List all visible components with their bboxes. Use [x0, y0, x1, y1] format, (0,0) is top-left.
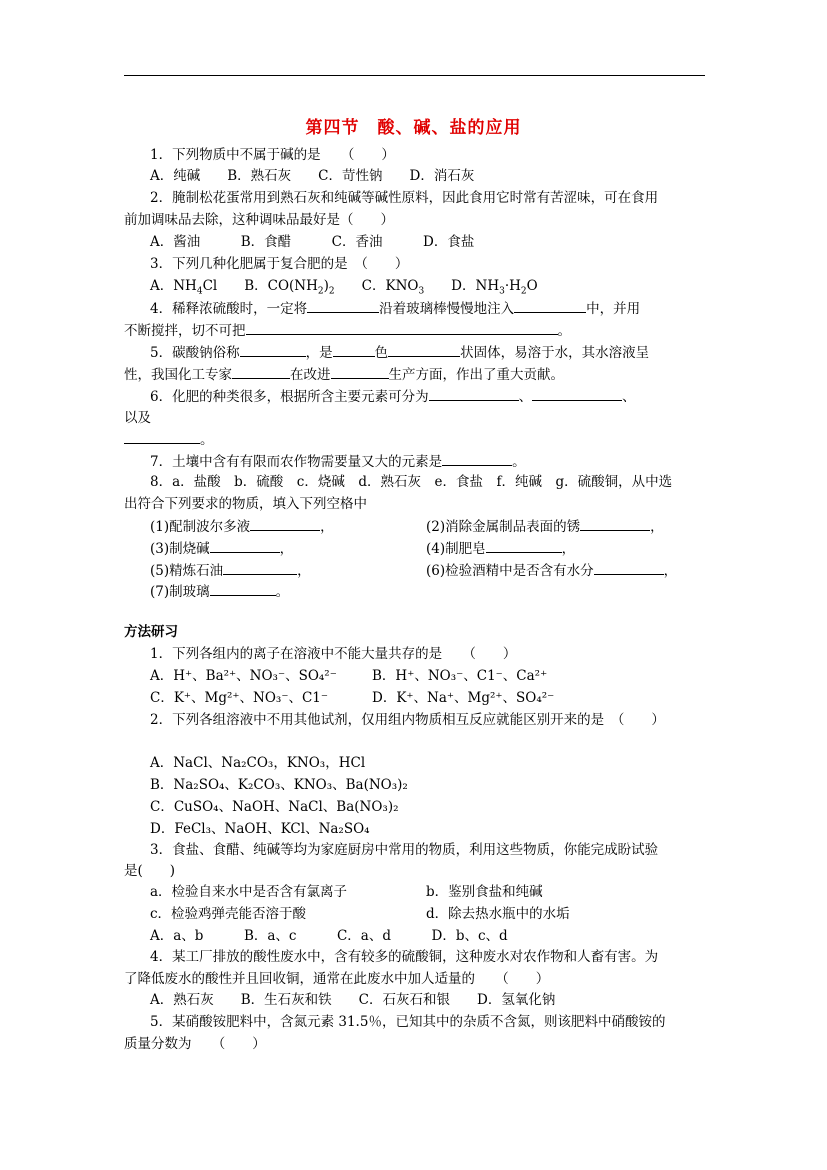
q5-line2: [124, 364, 564, 385]
q8-item-label: (1)配制波尔多液: [150, 519, 251, 535]
q5-text: 性，我国化工专家: [124, 367, 232, 383]
answer-blank[interactable]: [246, 320, 558, 335]
q8-line2: 出符合下列要求的物质，填入下列空格中: [124, 496, 367, 512]
q4-text: 中，并用: [586, 301, 641, 317]
comma: ，: [297, 563, 311, 579]
m5-line2: 质量分数为 （ ）: [124, 1036, 266, 1052]
q8-item-label: (6)检验酒精中是否含有水分: [426, 563, 594, 579]
comma: ，: [650, 519, 664, 535]
m2-option-a: A．NaCl、Na₂CO₃，KNO₃，HCl: [150, 755, 366, 771]
q5-text: 色: [374, 345, 389, 361]
sub: 2: [520, 286, 527, 297]
m1-option-a: A．H⁺、Ba²⁺、NO₃⁻、SO₄²⁻: [150, 668, 337, 684]
q5-text: 生产方面，作出了重大贡献。: [388, 367, 564, 383]
q7: [150, 451, 526, 472]
q8-item: [150, 560, 311, 581]
q1: 1．下列物质中不属于碱的是 （ ）: [150, 147, 395, 163]
answer-blank[interactable]: [250, 516, 320, 531]
q6-text: 、: [518, 389, 533, 405]
m2-option-d: D．FeCl₃、NaOH、KCl、Na₂SO₄: [150, 821, 370, 837]
q4-line1: [150, 298, 640, 319]
m2: 2．下列各组溶液中不用其他试剂，仅用组内物质相互反应就能区别开来的是 （ ）: [150, 712, 665, 728]
m3-options: A．a、b B．a、c C．a、d D．b、c、d: [150, 928, 508, 944]
q8-line1: 8．a．盐酸 b．硫酸 c．烧碱 d．熟石灰 e．食盐 f．纯碱 g．硫酸铜，从中选: [150, 474, 673, 490]
q2-options: A．酱油 B．食醋 C．香油 D．食盐: [150, 234, 475, 250]
comma: ，: [561, 541, 576, 557]
m1-option-c: C．K⁺、Mg²⁺、NO₃⁻、C1⁻: [150, 690, 329, 706]
q3-text: C．KNO: [334, 278, 419, 294]
q6-text: 、: [622, 389, 636, 405]
m4-line2: 了降低废水的酸性并且回收铜，通常在此废水中加人适量的 （ ）: [124, 971, 550, 987]
q6-text: 。: [200, 432, 214, 448]
answer-blank[interactable]: [210, 538, 280, 553]
answer-blank[interactable]: [486, 538, 562, 553]
sub: 2: [317, 286, 324, 297]
sub: 3: [418, 286, 425, 297]
q2-line2: 前加调味品去除，这种调味品最好是（ ）: [124, 212, 394, 228]
period: 。: [275, 584, 290, 600]
answer-blank[interactable]: [594, 560, 664, 575]
sub: 2: [328, 286, 335, 297]
answer-blank[interactable]: [388, 342, 460, 357]
q8-item-label: (7)制玻璃: [150, 584, 210, 600]
q5-line1: [150, 342, 649, 363]
page-title: 第四节 酸、碱、盐的应用: [305, 118, 522, 138]
q8-item: [426, 560, 677, 581]
q6-line3: [124, 429, 214, 450]
m2-option-b: B．Na₂SO₄、K₂CO₃、KNO₃、Ba(NO₃)₂: [150, 777, 408, 793]
q1-options: A．纯碱 B．熟石灰 C．苛性钠 D．消石灰: [150, 168, 475, 184]
answer-blank[interactable]: [514, 298, 586, 313]
q2-line1: 2．腌制松花蛋常用到熟石灰和纯碱等碱性原料，因此食用它时常有苦涩味，可在食用: [150, 190, 659, 206]
comma: ，: [320, 519, 334, 535]
m1-option-d: D．K⁺、Na⁺、Mg²⁺、SO₄²⁻: [372, 690, 555, 706]
q3-text: ·H: [504, 278, 521, 294]
q3-text: ): [323, 278, 329, 294]
sub: 3: [499, 286, 505, 297]
answer-blank[interactable]: [331, 364, 389, 379]
q4-text: 沿着玻璃棒慢慢地注入: [379, 301, 515, 317]
answer-blank[interactable]: [124, 429, 200, 444]
m3-line2: 是( ): [124, 863, 176, 879]
m1: 1．下列各组内的离子在溶液中不能大量共存的是 （ ）: [150, 646, 517, 662]
q4-line2: [124, 320, 571, 341]
q3-options: [150, 276, 538, 296]
q8-item-label: (5)精炼石油: [150, 563, 224, 579]
m4-line1: 4．某工厂排放的酸性废水中，含有较多的硫酸铜，这种废水对农作物和人畜有害。为: [150, 949, 659, 965]
q7-text: 。: [512, 454, 526, 470]
q4-text: 4．稀释浓硫酸时，一定将: [150, 301, 308, 317]
q8-item: [426, 516, 664, 537]
q8-item-label: (4)制肥皂: [426, 541, 486, 557]
m3-item-b: b．鉴别食盐和纯碱: [426, 884, 543, 900]
q4-text: 。: [557, 323, 571, 339]
q8-item-label: (2)消除金属制品表面的锈: [426, 519, 581, 535]
answer-blank[interactable]: [210, 581, 276, 596]
q5-text: 状固体，易溶于水，其水溶液呈: [460, 345, 650, 361]
q6-line1: [150, 386, 636, 407]
q4-text: 不断搅拌，切不可把: [124, 323, 246, 339]
q8-item: [150, 516, 334, 537]
m3-item-a: a．检验自来水中是否含有氯离子: [150, 884, 348, 900]
m3-item-c: c．检验鸡弹壳能否溶于酸: [150, 906, 307, 922]
q3-text: O: [526, 278, 538, 294]
q5-text: 在改进: [290, 367, 331, 383]
sub: 4: [196, 286, 203, 297]
comma: ，: [663, 563, 678, 579]
q5-text: 5．碳酸钠俗称: [150, 345, 240, 361]
m5-line1: 5．某硝酸铵肥料中，含氮元素 31.5％，已知其中的杂质不含氮，则该肥料中硝酸铵的: [150, 1014, 666, 1030]
q7-text: 7．土壤中含有有限而农作物需要量又大的元素是: [150, 454, 443, 470]
q8-item-label: (3)制烧碱: [150, 541, 210, 557]
answer-blank[interactable]: [429, 386, 519, 401]
section-heading: 方法研习: [124, 624, 178, 640]
answer-blank[interactable]: [223, 560, 297, 575]
q3-text: Cl B．CO(NH: [202, 278, 318, 294]
q8-item: [150, 581, 289, 602]
answer-blank[interactable]: [532, 386, 622, 401]
q6-text: 6．化肥的种类很多，根据所含主要元素可分为: [150, 389, 429, 405]
answer-blank[interactable]: [307, 298, 379, 313]
m3-line1: 3．食盐、食醋、纯碱等均为家庭厨房中常用的物质，利用这些物质，你能完成盼试验: [150, 842, 659, 858]
m2-option-c: C．CuSO₄、NaOH、NaCl、Ba(NO₃)₂: [150, 799, 399, 815]
q5-text: ，是: [305, 345, 333, 361]
answer-blank[interactable]: [240, 342, 306, 357]
answer-blank[interactable]: [442, 451, 512, 466]
q3-text: D．NH: [424, 278, 500, 294]
answer-blank[interactable]: [333, 342, 375, 357]
m3-item-d: d．除去热水瓶中的水垢: [426, 906, 570, 922]
q3: 3．下列几种化肥属于复合肥的是 （ ）: [150, 256, 409, 272]
q8-item: [426, 538, 575, 559]
q6-line2: 以及: [124, 410, 151, 426]
header-rule: [124, 75, 705, 76]
q8-item: [150, 538, 293, 559]
answer-blank[interactable]: [232, 364, 290, 379]
q3-text: A．NH: [150, 278, 197, 294]
m1-option-b: B．H⁺、NO₃⁻、C1⁻、Ca²⁺: [372, 668, 548, 684]
answer-blank[interactable]: [580, 516, 650, 531]
m4-options: A．熟石灰 B．生石灰和铁 C．石灰石和银 D．氢氧化钠: [150, 992, 556, 1008]
comma: ，: [279, 541, 294, 557]
